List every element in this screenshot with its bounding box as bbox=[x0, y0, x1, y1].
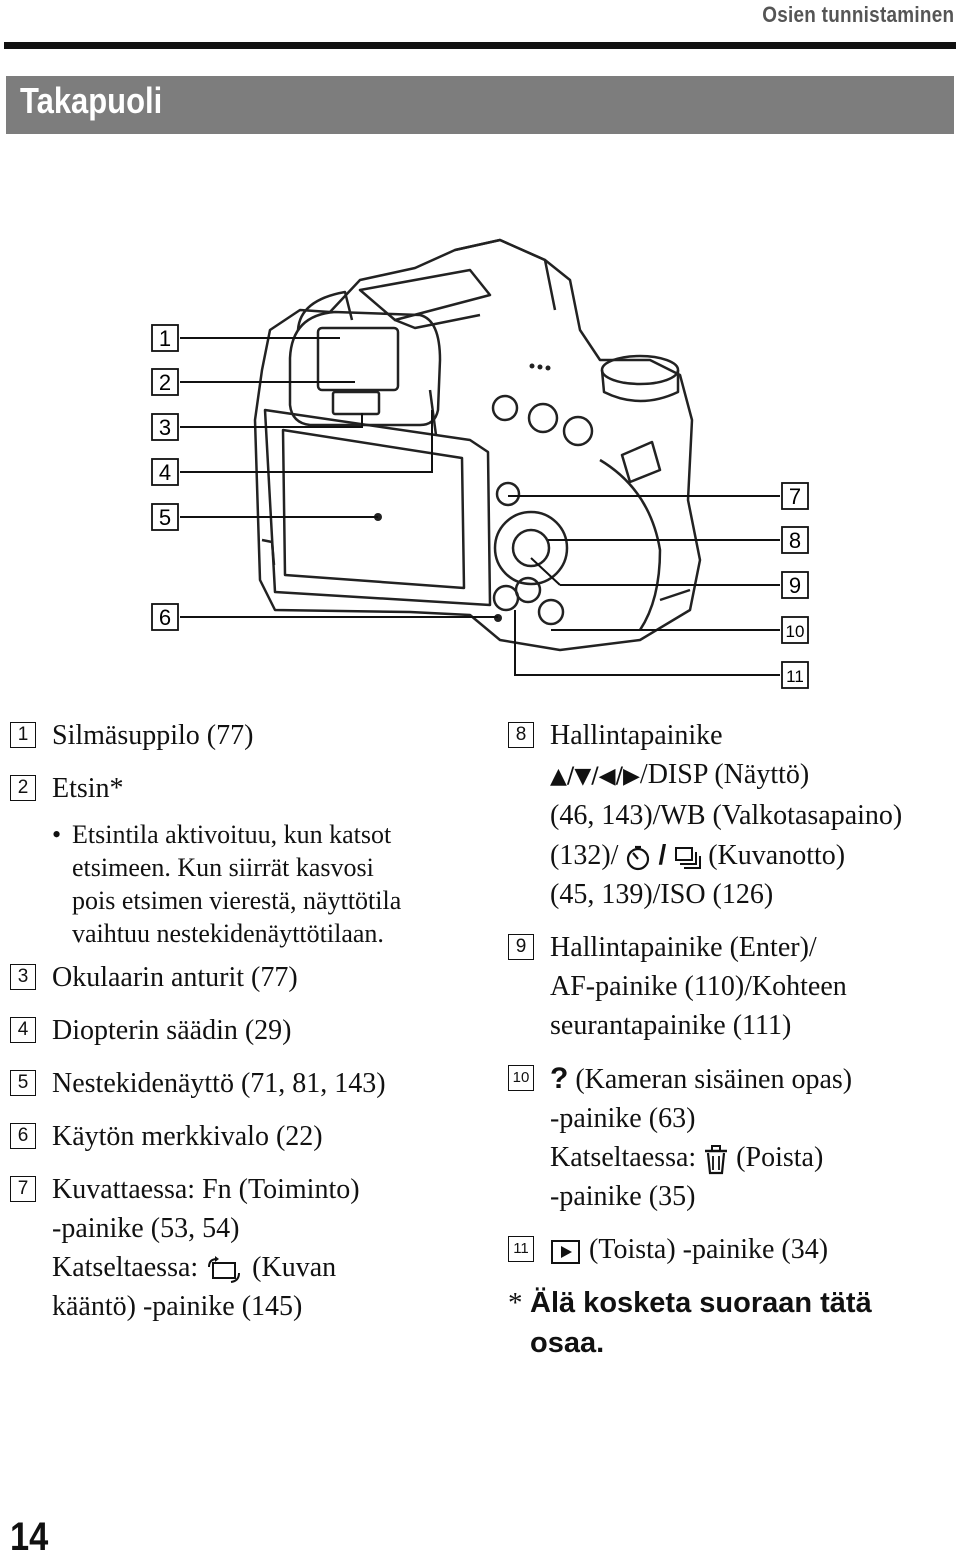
note-line: etsimeen. Kun siirrät kasvosi bbox=[72, 853, 374, 882]
item-text: Diopterin säädin (29) bbox=[52, 1015, 292, 1046]
item-number: 1 bbox=[10, 722, 36, 748]
item-text: /DISP (Näyttö) bbox=[639, 759, 810, 790]
svg-text:5: 5 bbox=[158, 505, 172, 530]
item-text: (132)/ bbox=[550, 840, 619, 871]
item-2-note bbox=[10, 818, 480, 950]
page-number: 14 bbox=[10, 1515, 49, 1559]
item-text: Katseltaessa: bbox=[52, 1252, 199, 1283]
item-text: (46, 143)/WB (Valkotasapaino) bbox=[550, 800, 903, 831]
trash-icon bbox=[703, 1145, 729, 1175]
svg-text:4: 4 bbox=[158, 460, 172, 485]
item-text-with-icon bbox=[550, 1059, 958, 1099]
note-line: vaihtuu nestekidenäyttötilaan. bbox=[72, 919, 384, 948]
bullet-dot: • bbox=[52, 820, 62, 849]
item-8 bbox=[508, 716, 958, 914]
item-text: Okulaarin anturit (77) bbox=[52, 962, 298, 993]
item-text: seurantapainike (111) bbox=[550, 1010, 792, 1041]
svg-text:6: 6 bbox=[158, 605, 172, 630]
item-text: Nestekidenäyttö (71, 81, 143) bbox=[52, 1068, 386, 1099]
item-number: 4 bbox=[10, 1017, 36, 1043]
item-text: Hallintapainike bbox=[550, 720, 723, 751]
callout-3 bbox=[152, 414, 178, 440]
header-rule bbox=[4, 42, 956, 49]
item-text-with-icon bbox=[550, 1138, 958, 1177]
item-text: AF-painike (110)/Kohteen bbox=[550, 971, 847, 1002]
item-text: (Kuvan bbox=[252, 1252, 337, 1283]
callout-6 bbox=[152, 604, 178, 630]
item-11 bbox=[508, 1230, 958, 1269]
item-3 bbox=[10, 958, 480, 997]
section-title: Takapuoli bbox=[20, 80, 163, 121]
play-icon bbox=[550, 1238, 582, 1266]
slash-separator: / bbox=[658, 839, 667, 870]
left-column bbox=[10, 716, 480, 1340]
item-1 bbox=[10, 716, 480, 755]
item-text: -painike (53, 54) bbox=[52, 1213, 240, 1244]
right-column bbox=[508, 716, 958, 1363]
arrow-keys-icon: ▲/▼/◀/▶ bbox=[550, 764, 640, 789]
item-10 bbox=[508, 1059, 958, 1216]
item-text-with-icon bbox=[52, 1248, 480, 1287]
item-4 bbox=[10, 1011, 480, 1050]
item-text: kääntö) -painike (145) bbox=[52, 1291, 303, 1322]
item-text: Käytön merkkivalo (22) bbox=[52, 1121, 323, 1152]
item-number: 5 bbox=[10, 1070, 36, 1096]
running-header: Osien tunnistaminen bbox=[761, 2, 954, 27]
item-number: 2 bbox=[10, 775, 36, 801]
item-text: Etsin* bbox=[52, 773, 124, 804]
footnote-text: osaa. bbox=[530, 1327, 605, 1359]
item-number: 6 bbox=[10, 1123, 36, 1149]
item-text: Silmäsuppilo (77) bbox=[52, 720, 254, 751]
callout-5 bbox=[152, 504, 178, 530]
callout-2 bbox=[152, 369, 178, 395]
item-text: (45, 139)/ISO (126) bbox=[550, 879, 774, 910]
item-7 bbox=[10, 1170, 480, 1326]
svg-text:2: 2 bbox=[158, 370, 172, 395]
callout-8 bbox=[782, 527, 808, 553]
item-text: Kuvattaessa: Fn (Toiminto) bbox=[52, 1174, 360, 1205]
item-9 bbox=[508, 928, 958, 1045]
camera-rear-illustration bbox=[0, 220, 960, 700]
item-6 bbox=[10, 1117, 480, 1156]
item-text: (Kameran sisäinen opas) bbox=[575, 1064, 853, 1095]
continuous-shooting-icon bbox=[673, 845, 701, 871]
item-text: -painike (63) bbox=[550, 1103, 696, 1134]
item-number: 9 bbox=[508, 934, 534, 960]
svg-text:11: 11 bbox=[786, 667, 804, 686]
footnote-marker: * bbox=[508, 1287, 523, 1319]
svg-text:3: 3 bbox=[158, 415, 172, 440]
callout-11 bbox=[782, 662, 808, 688]
note-line: pois etsimen vierestä, näyttötila bbox=[72, 886, 402, 915]
item-text-with-icon bbox=[550, 1230, 958, 1269]
item-number: 3 bbox=[10, 964, 36, 990]
item-number: 7 bbox=[10, 1176, 36, 1202]
svg-text:8: 8 bbox=[788, 528, 802, 553]
item-text bbox=[550, 755, 958, 796]
item-2 bbox=[10, 769, 480, 808]
svg-text:1: 1 bbox=[158, 326, 172, 351]
svg-text:7: 7 bbox=[788, 484, 802, 509]
item-text: -painike (35) bbox=[550, 1181, 696, 1212]
footnote bbox=[508, 1283, 958, 1363]
note-line: Etsintila aktivoituu, kun katsot bbox=[72, 820, 392, 849]
callout-1 bbox=[152, 325, 178, 351]
rotate-image-icon bbox=[205, 1255, 245, 1285]
item-text: (Toista) -painike (34) bbox=[589, 1234, 829, 1265]
svg-text:10: 10 bbox=[785, 622, 805, 641]
help-icon: ? bbox=[550, 1062, 569, 1095]
item-number: 10 bbox=[508, 1065, 534, 1091]
item-number: 8 bbox=[508, 722, 534, 748]
item-5 bbox=[10, 1064, 480, 1103]
item-text: Hallintapainike (Enter)/ bbox=[550, 932, 817, 963]
self-timer-icon bbox=[625, 844, 651, 872]
item-text: (Poista) bbox=[736, 1142, 824, 1173]
callout-4 bbox=[152, 459, 178, 485]
item-text-with-icon bbox=[550, 835, 958, 875]
item-text: (Kuvanotto) bbox=[708, 840, 846, 871]
callout-10 bbox=[782, 617, 808, 643]
callout-9 bbox=[782, 572, 808, 598]
item-number: 11 bbox=[508, 1236, 534, 1262]
callout-7 bbox=[782, 483, 808, 509]
item-text: Katseltaessa: bbox=[550, 1142, 697, 1173]
svg-text:9: 9 bbox=[788, 573, 802, 598]
footnote-text: Älä kosketa suoraan tätä bbox=[530, 1287, 872, 1319]
